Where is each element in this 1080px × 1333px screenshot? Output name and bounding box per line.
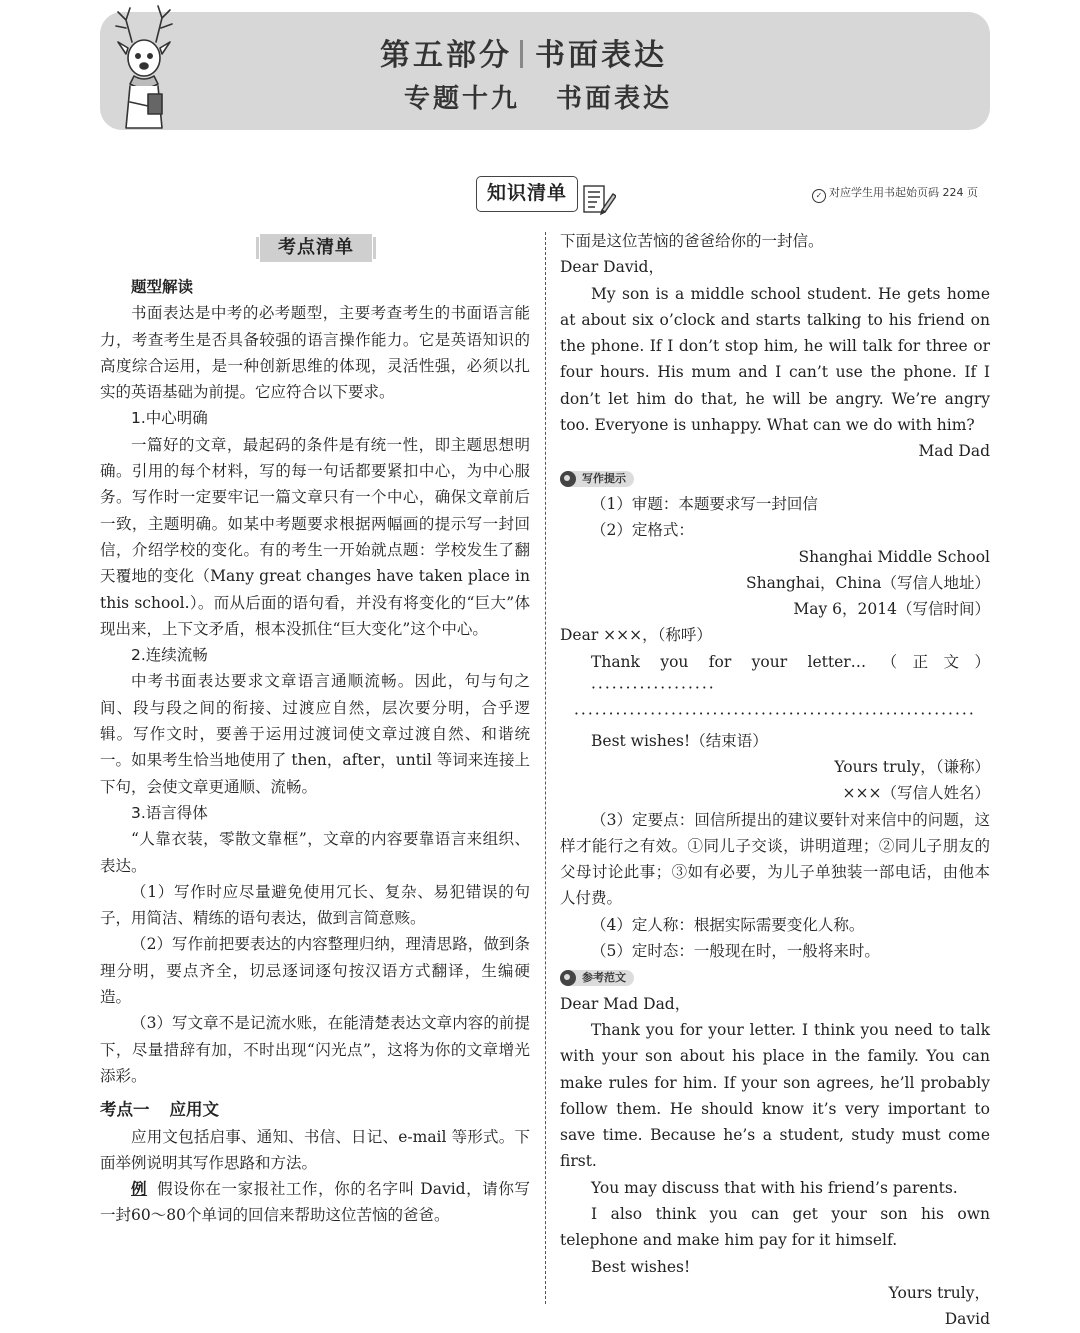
part-number: 第五部分 xyxy=(380,38,512,73)
point-1-text: 应用文包括启事、通知、书信、日记、e-mail 等形式。下面举例说明其写作思路和方法。 xyxy=(100,1127,530,1172)
format-salutation: Dear ×××，（称呼） xyxy=(560,626,712,645)
deer-mascot-icon xyxy=(104,2,184,134)
title-separator xyxy=(520,40,523,68)
format-complimentary: Yours truly，（谦称） xyxy=(834,757,990,776)
sample-paragraph-1: Thank you for your letter. I think you need to talk with your son about his place in the family. You can make rules for him. If your son agrees, he’ll probably follow them. He should know it’s very important to save time. Because he’s a student, study must come first. xyxy=(560,1020,990,1171)
sample-essay-label: 参考范文 xyxy=(582,971,626,985)
tip-1: （1）审题：本题要求写一封回信 xyxy=(591,494,818,513)
notepad-pencil-icon xyxy=(580,180,616,218)
point-1-heading xyxy=(100,1097,530,1123)
letter-intro: 下面是这位苦恼的爸爸给你的一封信。 xyxy=(560,232,824,250)
sample-icon xyxy=(560,970,576,986)
tip-2: （2）定格式： xyxy=(591,521,694,540)
intro-paragraph: 书面表达是中考的必考题型，主要考查考生的书面语言能力，考查考生是否具备较强的语言操作能力。它是英语知识的高度综合运用，是一种创新思维的体现，灵活性强，必须以扎实的英语基础为前提。它应符合以下要求。 xyxy=(100,304,530,402)
tips-icon xyxy=(560,471,576,487)
requirement-1-text: 一篇好的文章，最起码的条件是有统一性，即主题思想明确。引用的每个材料，写的每一句话都要紧扣中心，为中心服务。写作时一定要牢记一篇文章只有一个中心，确保文章前后一致，主题明确。如某中考题要求根据两幅画的提示写一封回信，介绍学校的变化。有的考生一开始就点题：学校发生了翻天覆地的变化（Many great changes have taken place in this school.）。而从后面的语句看，并没有将变化的“巨大”体现出来，上下文矛盾，根本没抓住“巨大变化”这个中心。 xyxy=(100,435,530,638)
requirement-3-text: “人靠衣装，零散文靠框”，文章的内容要靠语言来组织、表达。 xyxy=(100,830,530,875)
knowledge-list-title: 知识清单 xyxy=(476,176,578,212)
letter-greeting: Dear David， xyxy=(560,258,664,277)
part-name: 书面表达 xyxy=(535,38,667,73)
example-text: 假设你在一家报社工作，你的名字叫 David，请你写一封60～80个单词的回信来帮助这位苦恼的爸爸。 xyxy=(100,1180,530,1225)
letter-signature: Mad Dad xyxy=(918,442,990,461)
sample-paragraph-3: I also think you can get your son his own telephone and make him pay for it himself. xyxy=(560,1204,990,1250)
banner-part-title xyxy=(380,30,667,74)
requirement-3-point-3: （3）写文章不是记流水账，在能清楚表达文章内容的前提下，尽量措辞有加，不时出现“闪光点”，这将为你的文章增光添彩。 xyxy=(100,1014,530,1085)
requirement-1-title: 1.中心明确 xyxy=(131,409,208,428)
sample-signature: David xyxy=(944,1310,990,1329)
requirement-3-point-1: （1）写作时应尽量避免使用冗长、复杂、易犯错误的句子，用简洁、精练的语句表达，做到言简意赅。 xyxy=(100,882,530,928)
requirement-2-title: 2.连续流畅 xyxy=(131,646,208,665)
tip-4: （4）定人称：根据实际需要变化人称。 xyxy=(591,915,865,934)
intro-heading: 题型解读 xyxy=(131,278,194,296)
format-date: May 6，2014（写信时间） xyxy=(793,600,990,619)
sample-closing: Best wishes! xyxy=(591,1257,691,1276)
column-divider xyxy=(545,232,546,1304)
tip-3: （3）定要点：回信所提出的建议要针对来信中的问题，这样才能行之有效。①同儿子交谈，讲明道理；②同儿子朋友的父母讨论此事；③如有必要，为儿子单独装一部电话，由他本人付费。 xyxy=(560,810,990,908)
point-1-title: 应用文 xyxy=(169,1100,219,1120)
writing-tips-label: 写作提示 xyxy=(582,471,626,485)
format-signature: ×××（写信人姓名） xyxy=(842,784,990,803)
tip-5: （5）定时态：一般现在时，一般将来时。 xyxy=(591,942,880,961)
format-body-dots: ·················· xyxy=(591,679,716,698)
page-reference xyxy=(812,184,978,203)
example-label: 例 xyxy=(131,1180,148,1199)
requirement-3-point-2: （2）写作前把要表达的内容整理归纳，理清思路，做到条理分明，要点齐全，切忌逐词逐句按汉语方式翻译，生编硬造。 xyxy=(100,935,530,1007)
point-1-label: 考点一 xyxy=(100,1100,150,1120)
sample-essay-row xyxy=(560,964,990,990)
left-column xyxy=(100,274,530,1229)
writing-tips-row xyxy=(560,465,990,491)
sample-essay-badge xyxy=(560,970,634,986)
format-body-dots-line: ·························································· xyxy=(574,705,976,724)
requirement-2-text: 中考书面表达要求文章语言通顺流畅。因此，句与句之间、段与段之间的衔接、过渡应自然，层次要分明，合乎逻辑。写作文时，要善于运用过渡词使文章过渡自然、和谐统一。如果考生恰当地使用了 then，after，until 等词来连接上下句，会使文章更通顺、流畅。 xyxy=(100,672,530,796)
format-address-2: Shanghai，China（写信人地址） xyxy=(746,573,990,592)
requirement-3-title: 3.语言得体 xyxy=(131,803,208,822)
format-body-text: Thank you for your letter…（正文） xyxy=(591,652,990,671)
format-closing: Best wishes!（结束语） xyxy=(591,731,768,750)
format-body xyxy=(560,649,990,702)
topic-number: 专题十九 xyxy=(404,84,521,114)
check-circle-icon: ✓ xyxy=(812,189,826,203)
format-address-1: Shanghai Middle School xyxy=(798,547,990,566)
banner-topic-title xyxy=(404,78,672,115)
sample-complimentary: Yours truly， xyxy=(888,1283,990,1302)
section-tag: 考点清单 xyxy=(260,234,372,262)
sample-paragraph-2: You may discuss that with his friend’s parents. xyxy=(591,1178,958,1197)
topic-name: 书面表达 xyxy=(556,84,673,114)
writing-tips-badge xyxy=(560,471,634,487)
letter-body: My son is a middle school student. He gets home at about six o’clock and starts talking to his friend on the phone. If I don’t stop him, he will talk for three or four hours. His mum and I can’t use the phone. If I don’t let him do that, he will be angry. We’re angry too. Everyone is unhappy. What can we do with him? xyxy=(560,284,990,435)
example-paragraph xyxy=(100,1176,530,1229)
page-reference-text: 对应学生用书起始页码 224 页 xyxy=(829,186,978,199)
sample-greeting: Dear Mad Dad， xyxy=(560,994,691,1013)
right-column xyxy=(560,228,990,1332)
